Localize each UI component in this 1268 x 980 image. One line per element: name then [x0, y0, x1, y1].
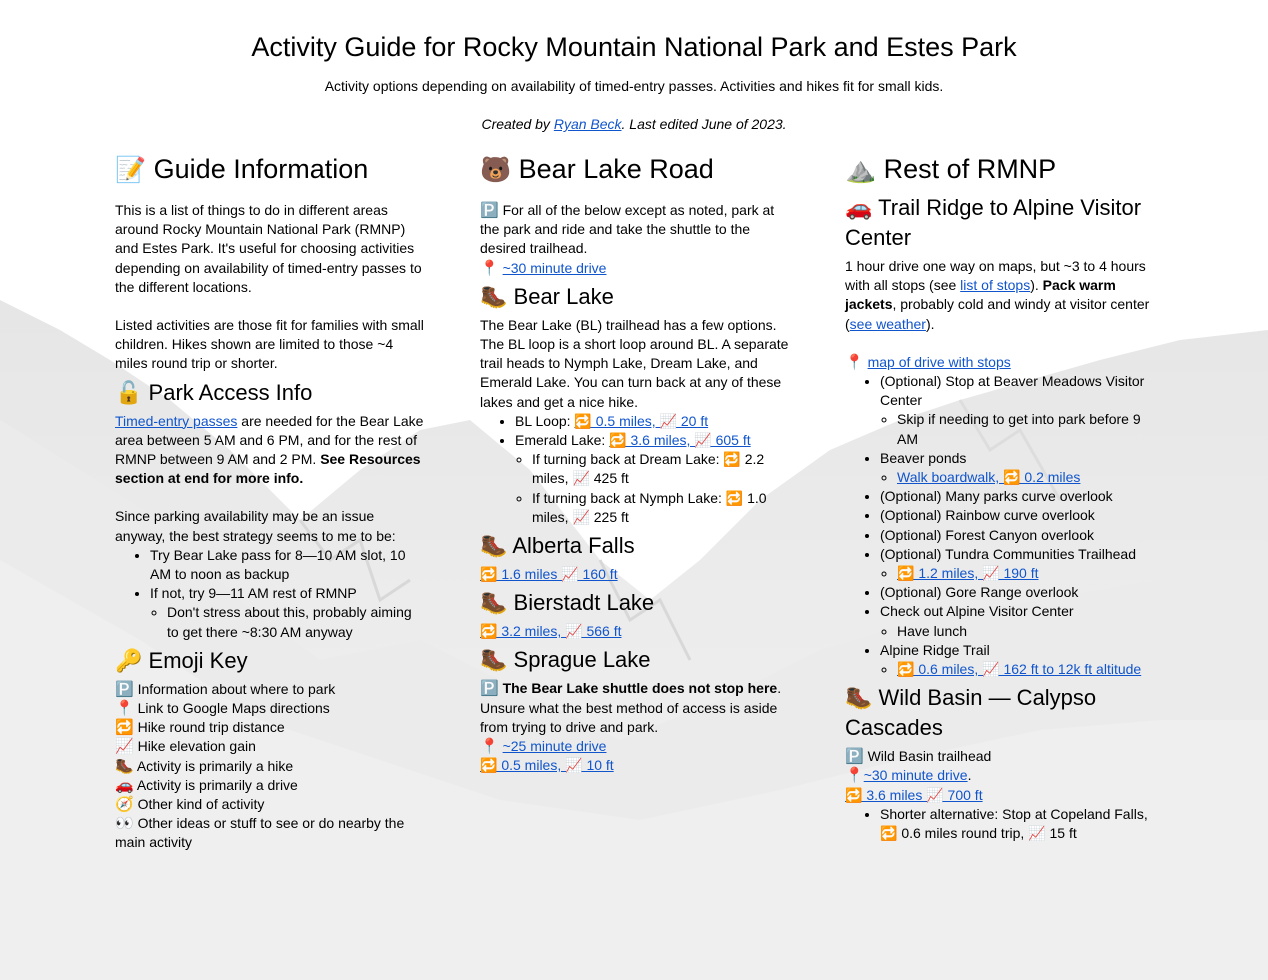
drive-map-link[interactable]: map of drive with stops — [867, 353, 1011, 370]
guide-paragraph-1: This is a list of things to do in different areas around Rocky Mountain National Park (RMNP) and Estes Park. It's useful for choosing activities depending on availability of timed-entry passes to the different locations. — [115, 202, 422, 295]
list-item: • (Optional) Gore Range overlook — [880, 583, 1157, 602]
list-item: 👀 Other ideas or stuff to see or do nearby the main activity — [115, 815, 405, 851]
access-paragraph-2: Since parking availability may be an issue anyway, the best strategy seems to me to be: — [115, 508, 396, 544]
list-item — [897, 660, 1157, 679]
strategy-list — [115, 546, 425, 642]
wild-basin-hike-link[interactable]: 🔁 3.6 miles 📈 700 ft — [845, 786, 983, 803]
list-item: • (Optional) Tundra Communities Trailhead ◦ 🔁 1.2 miles, 📈 190 ft — [880, 545, 1157, 583]
list-item: • BL Loop: 🔁 0.5 miles, 📈 20 ft — [515, 412, 792, 431]
list-item: ◦ Skip if needing to get into park before 9 AM — [897, 410, 1157, 448]
list-item: • (Optional) Stop at Beaver Meadows Visitor Center ◦ Skip if needing to get into park before 9 AM — [880, 372, 1157, 449]
bear-icon: 🐻 — [480, 156, 512, 184]
list-item: • If not, try 9—11 AM rest of RMNP ◦ Don't stress about this, probably aiming to get there ~8:30 AM anyway — [150, 584, 425, 642]
rest-rmnp-heading: ⛰️ Rest of RMNP — [845, 154, 1057, 184]
alberta-link[interactable]: 🔁 1.6 miles 📈 160 ft — [480, 566, 618, 583]
list-item: • Alpine Ridge Trail ◦ 🔁 0.6 miles, 📈 162 ft to 12k ft altitude — [880, 641, 1157, 679]
list-item: • Check out Alpine Visitor Center ◦ Have lunch — [880, 602, 1157, 640]
bear-road-heading: 🐻 Bear Lake Road — [480, 154, 714, 184]
list-item — [897, 468, 1157, 487]
parking-icon: 🅿️ — [115, 680, 134, 698]
emerald-lake-link[interactable]: 🔁 3.6 miles, 📈 605 ft — [609, 432, 751, 449]
bear-road-drive — [480, 259, 792, 278]
compass-icon: 🧭 — [115, 796, 134, 814]
boot-icon: 🥾 — [480, 647, 508, 673]
unlock-icon: 🔓 — [115, 379, 143, 405]
boot-icon: 🥾 — [115, 757, 134, 775]
car-icon: 🚗 — [845, 195, 873, 220]
alberta-heading: 🥾 Alberta Falls — [480, 533, 635, 559]
bear-lake-list — [480, 412, 792, 527]
list-item: 🔁 Hike round trip distance — [115, 719, 285, 737]
list-item: ◦ If turning back at Nymph Lake: 🔁 1.0 miles, 📈 225 ft — [532, 489, 792, 527]
list-item: ◦ Don't stress about this, probably aiming to get there ~8:30 AM anyway — [167, 603, 425, 641]
bear-road-drive-link[interactable]: ~30 minute drive — [502, 259, 607, 276]
wild-basin-heading: 🥾 Wild Basin — Calypso Cascades — [845, 685, 1097, 741]
bear-road-parking: 🅿️ For all of the below except as noted, park at the park and ride and take the shuttle to the desired trailhead. — [480, 202, 775, 257]
key-icon: 🔑 — [115, 647, 143, 673]
tundra-link[interactable]: 🔁 1.2 miles, 📈 190 ft — [897, 565, 1039, 582]
chart-icon: 📈 — [115, 738, 134, 756]
list-item: • (Optional) Many parks curve overlook — [880, 487, 1157, 506]
column-rest-of-rmnp: ⛰️ Rest of RMNP 🚗 Trail Ridge to Alpine Visitor Center 1 hour drive one way on maps, but ~3 to 4 hours with all stops (see list of stops). Pack warm jackets, probably cold and windy at visitor center (see weather). 📍 map of drive with stops • (Optional) Stop at Beaver Meadows Visitor Center ◦ Skip if needing to get into park before 9 AM • Beaver ponds ◦ Walk boardwalk, 🔁 0.2 miles • (Optional) Many parks curve overlook • (Optional) Rainbow curve overlook • (Optional) Forest Canyon overlook • (Optional) Tundra Communities Trailhead ◦ 🔁 1.2 miles, 📈 190 ft • (Optional) Gore Range overlook • Check out Alpine Visitor Center ◦ Have lunch • Alpine Ridge Trail ◦ 🔁 0.6 miles, 📈 162 ft to 12k ft altitude 🥾 Wild Basin — Calypso Cascades 🅿️ Wild Basin trailhead 📍~30 minute drive. 🔁 3.6 miles 📈 700 ft • Shorter alternative: Stop at Copeland Falls, 🔁 0.6 miles round trip, 📈 15 ft — [845, 150, 1157, 843]
list-of-stops-link[interactable]: list of stops — [960, 277, 1031, 294]
timed-entry-link[interactable]: Timed-entry passes — [115, 412, 238, 429]
bl-loop-link[interactable]: 🔁 0.5 miles, 📈 20 ft — [574, 412, 709, 429]
list-item: 📈 Hike elevation gain — [115, 738, 256, 756]
list-item — [897, 564, 1157, 583]
repeat-icon: 🔁 — [115, 719, 134, 737]
eyes-icon: 👀 — [115, 815, 134, 833]
parking-icon: 🅿️ — [480, 680, 499, 698]
guide-paragraph-2: Listed activities are those fit for families with small children. Hikes shown are limited to those ~4 miles round trip or shorter. — [115, 317, 424, 372]
list-item: • (Optional) Forest Canyon overlook — [880, 526, 1157, 545]
pin-icon: 📍 — [845, 767, 864, 785]
weather-link[interactable]: see weather — [849, 315, 926, 332]
bierstadt-link[interactable]: 🔁 3.2 miles, 📈 566 ft — [480, 623, 622, 640]
author-link[interactable]: Ryan Beck — [553, 116, 622, 132]
list-item: • (Optional) Rainbow curve overlook — [880, 506, 1157, 525]
bear-lake-description: The Bear Lake (BL) trailhead has a few options. The BL loop is a short loop around BL. A separate trail heads to Nymph Lake, Dream Lake, and Emerald Lake. You can turn back at any of these lakes and get a nice hike. — [480, 316, 789, 410]
sprague-drive-link[interactable]: ~25 minute drive — [502, 738, 607, 755]
pin-icon: 📍 — [845, 353, 864, 371]
list-item: ◦ If turning back at Dream Lake: 🔁 2.2 miles, 📈 425 ft — [532, 450, 792, 488]
boardwalk-link[interactable]: Walk boardwalk, 🔁 0.2 miles — [897, 469, 1081, 486]
mountain-icon: ⛰️ — [845, 156, 877, 184]
trail-ridge-description: 1 hour drive one way on maps, but ~3 to 4 hours with all stops (see list of stops). Pack warm jackets, probably cold and windy at visitor center (see weather). — [845, 258, 1150, 332]
boot-icon: 🥾 — [480, 533, 508, 559]
alpine-ridge-link[interactable]: 🔁 0.6 miles, 📈 162 ft to 12k ft altitude — [897, 661, 1142, 678]
bierstadt-heading: 🥾 Bierstadt Lake — [480, 590, 655, 616]
boot-icon: 🥾 — [480, 590, 508, 616]
pin-icon: 📍 — [115, 700, 134, 718]
parking-icon: 🅿️ — [845, 748, 864, 766]
page-subtitle: Activity options depending on availability of timed-entry passes. Activities and hikes fit for small kids. — [324, 78, 944, 94]
list-item: 🥾 Activity is primarily a hike — [115, 757, 294, 775]
list-item: • Emerald Lake: 🔁 3.6 miles, 📈 605 ft ◦ If turning back at Dream Lake: 🔁 2.2 miles, 📈 425 ft ◦ If turning back at Nymph Lake: 🔁 1.0 miles, 📈 225 ft — [515, 431, 792, 527]
pin-icon: 📍 — [480, 738, 499, 756]
list-item: 🧭 Other kind of activity — [115, 796, 265, 814]
access-heading: 🔓 Park Access Info — [115, 379, 313, 405]
trail-ridge-heading: 🚗 Trail Ridge to Alpine Visitor Center — [845, 195, 1142, 250]
emoji-key-heading: 🔑 Emoji Key — [115, 647, 248, 673]
wild-basin-drive-link[interactable]: ~30 minute drive — [863, 767, 968, 784]
list-item: • Beaver ponds ◦ Walk boardwalk, 🔁 0.2 miles — [880, 449, 1157, 487]
access-paragraph-1: Timed-entry passes are needed for the Bear Lake area between 5 AM and 6 PM, and for the rest of RMNP between 9 AM and 2 PM. See Resources section at end for more info. — [115, 412, 424, 487]
emoji-key-list — [115, 680, 425, 853]
bear-lake-heading: 🥾 Bear Lake — [480, 283, 614, 309]
pin-icon: 📍 — [480, 259, 499, 277]
column-bear-lake-road — [480, 150, 792, 775]
trail-ridge-stops — [845, 372, 1157, 679]
car-icon: 🚗 — [115, 776, 134, 794]
sprague-hike-link[interactable]: 🔁 0.5 miles, 📈 10 ft — [480, 757, 614, 774]
page-title: Activity Guide for Rocky Mountain National Park and Estes Park — [251, 32, 1017, 62]
sprague-parking: 🅿️ The Bear Lake shuttle does not stop here. Unsure what the best method of access is aside from trying to drive and park. — [480, 680, 782, 735]
column-guide — [115, 150, 425, 853]
boot-icon: 🥾 — [845, 685, 873, 711]
list-item: 📍 Link to Google Maps directions — [115, 700, 330, 718]
list-item: • Shorter alternative: Stop at Copeland Falls, 🔁 0.6 miles round trip, 📈 15 ft — [880, 805, 1157, 843]
list-item: 🅿️ Information about where to park — [115, 680, 336, 698]
list-item: ◦ Have lunch — [897, 622, 1157, 641]
memo-icon: 📝 — [115, 156, 147, 184]
boot-icon: 🥾 — [480, 283, 508, 309]
list-item: 🚗 Activity is primarily a drive — [115, 776, 298, 794]
list-item: • Try Bear Lake pass for 8—10 AM slot, 10 AM to noon as backup — [150, 546, 425, 584]
guide-heading: 📝 Guide Information — [115, 154, 369, 184]
parking-icon: 🅿️ — [480, 202, 499, 219]
sprague-heading: 🥾 Sprague Lake — [480, 647, 651, 673]
credit-line: Created by Ryan Beck. Last edited June of 2023. — [481, 116, 787, 132]
